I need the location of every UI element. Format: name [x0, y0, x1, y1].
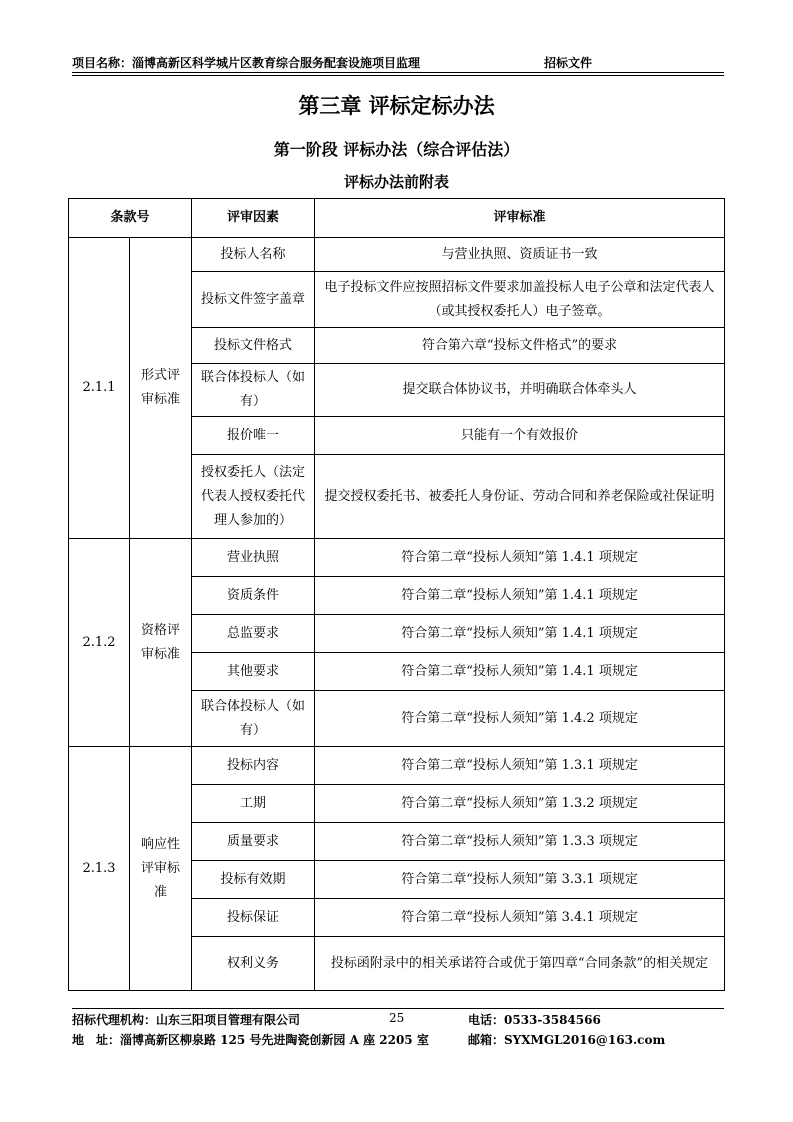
header-clause: 条款号: [69, 199, 192, 238]
standard-cell: 符合第二章“投标人须知”第 1.4.1 项规定: [315, 653, 725, 691]
agency-name: 招标代理机构：山东三阳项目管理有限公司: [72, 1013, 301, 1027]
table-row: [69, 238, 725, 272]
address: 地 址：淄博高新区柳泉路 125 号先进陶瓷创新园 A 座 2205 室: [72, 1033, 429, 1047]
standard-cell: 符合第二章“投标人须知”第 1.4.1 项规定: [315, 615, 725, 653]
clause-number: 2.1.1: [69, 238, 130, 539]
chapter-title: 第三章 评标定标办法: [298, 93, 495, 118]
table-row: [69, 747, 725, 785]
standard-cell: 符合第二章“投标人须知”第 1.4.1 项规定: [315, 539, 725, 577]
factor-cell: 权利义务: [192, 937, 315, 991]
evaluation-table: [68, 198, 725, 991]
factor-cell: 其他要求: [192, 653, 315, 691]
factor-cell: 联合体投标人（如有）: [192, 691, 315, 747]
header-divider-thin: [72, 75, 724, 76]
category-label: 响应性评审标准: [130, 747, 192, 991]
factor-cell: 工期: [192, 785, 315, 823]
factor-cell: 联合体投标人（如有）: [192, 364, 315, 417]
factor-cell: 投标内容: [192, 747, 315, 785]
standard-cell: 投标函附录中的相关承诺符合或优于第四章“合同条款”的相关规定: [315, 937, 725, 991]
standard-cell: 符合第二章“投标人须知”第 1.4.2 项规定: [315, 691, 725, 747]
category-label: 资格评审标准: [130, 539, 192, 747]
document-type: 招标文件: [544, 56, 593, 70]
phone-number: 电话：0533-3584566: [468, 1013, 601, 1027]
page-number: 25: [389, 1011, 405, 1025]
factor-cell: 营业执照: [192, 539, 315, 577]
factor-cell: 总监要求: [192, 615, 315, 653]
factor-cell: 投标有效期: [192, 861, 315, 899]
table-row: [69, 539, 725, 577]
page-footer: [72, 1009, 732, 1049]
standard-cell: 只能有一个有效报价: [315, 417, 725, 455]
standard-cell: 符合第二章“投标人须知”第 1.3.2 项规定: [315, 785, 725, 823]
email: 邮箱：SYXMGL2016@163.com: [468, 1033, 666, 1047]
table-title: 评标办法前附表: [343, 173, 449, 191]
factor-cell: 投标保证: [192, 899, 315, 937]
category-label: 形式评审标准: [130, 238, 192, 539]
standard-cell: 与营业执照、资质证书一致: [315, 238, 725, 272]
standard-cell: 提交授权委托书、被委托人身份证、劳动合同和养老保险或社保证明: [315, 455, 725, 539]
standard-cell: 符合第六章“投标文件格式”的要求: [315, 328, 725, 364]
factor-cell: 授权委托人（法定代表人授权委托代理人参加的）: [192, 455, 315, 539]
project-name: 项目名称：淄博高新区科学城片区教育综合服务配套设施项目监理: [72, 56, 421, 70]
standard-cell: 符合第二章“投标人须知”第 1.4.1 项规定: [315, 577, 725, 615]
factor-cell: 投标文件格式: [192, 328, 315, 364]
header-divider: [72, 72, 724, 73]
table-header-row: [69, 199, 725, 238]
section-title: 第一阶段 评标办法（综合评估法）: [273, 140, 520, 159]
factor-cell: 资质条件: [192, 577, 315, 615]
clause-number: 2.1.2: [69, 539, 130, 747]
standard-cell: 符合第二章“投标人须知”第 3.3.1 项规定: [315, 861, 725, 899]
standard-cell: 提交联合体协议书，并明确联合体牵头人: [315, 364, 725, 417]
standard-cell: 电子投标文件应按照招标文件要求加盖投标人电子公章和法定代表人（或其授权委托人）电子签章。: [315, 272, 725, 328]
standard-cell: 符合第二章“投标人须知”第 1.3.1 项规定: [315, 747, 725, 785]
factor-cell: 质量要求: [192, 823, 315, 861]
factor-cell: 投标人名称: [192, 238, 315, 272]
standard-cell: 符合第二章“投标人须知”第 1.3.3 项规定: [315, 823, 725, 861]
clause-number: 2.1.3: [69, 747, 130, 991]
header-standard: 评审标准: [315, 199, 725, 238]
page-header: [72, 50, 724, 72]
standard-cell: 符合第二章“投标人须知”第 3.4.1 项规定: [315, 899, 725, 937]
header-factor: 评审因素: [192, 199, 315, 238]
factor-cell: 投标文件签字盖章: [192, 272, 315, 328]
factor-cell: 报价唯一: [192, 417, 315, 455]
